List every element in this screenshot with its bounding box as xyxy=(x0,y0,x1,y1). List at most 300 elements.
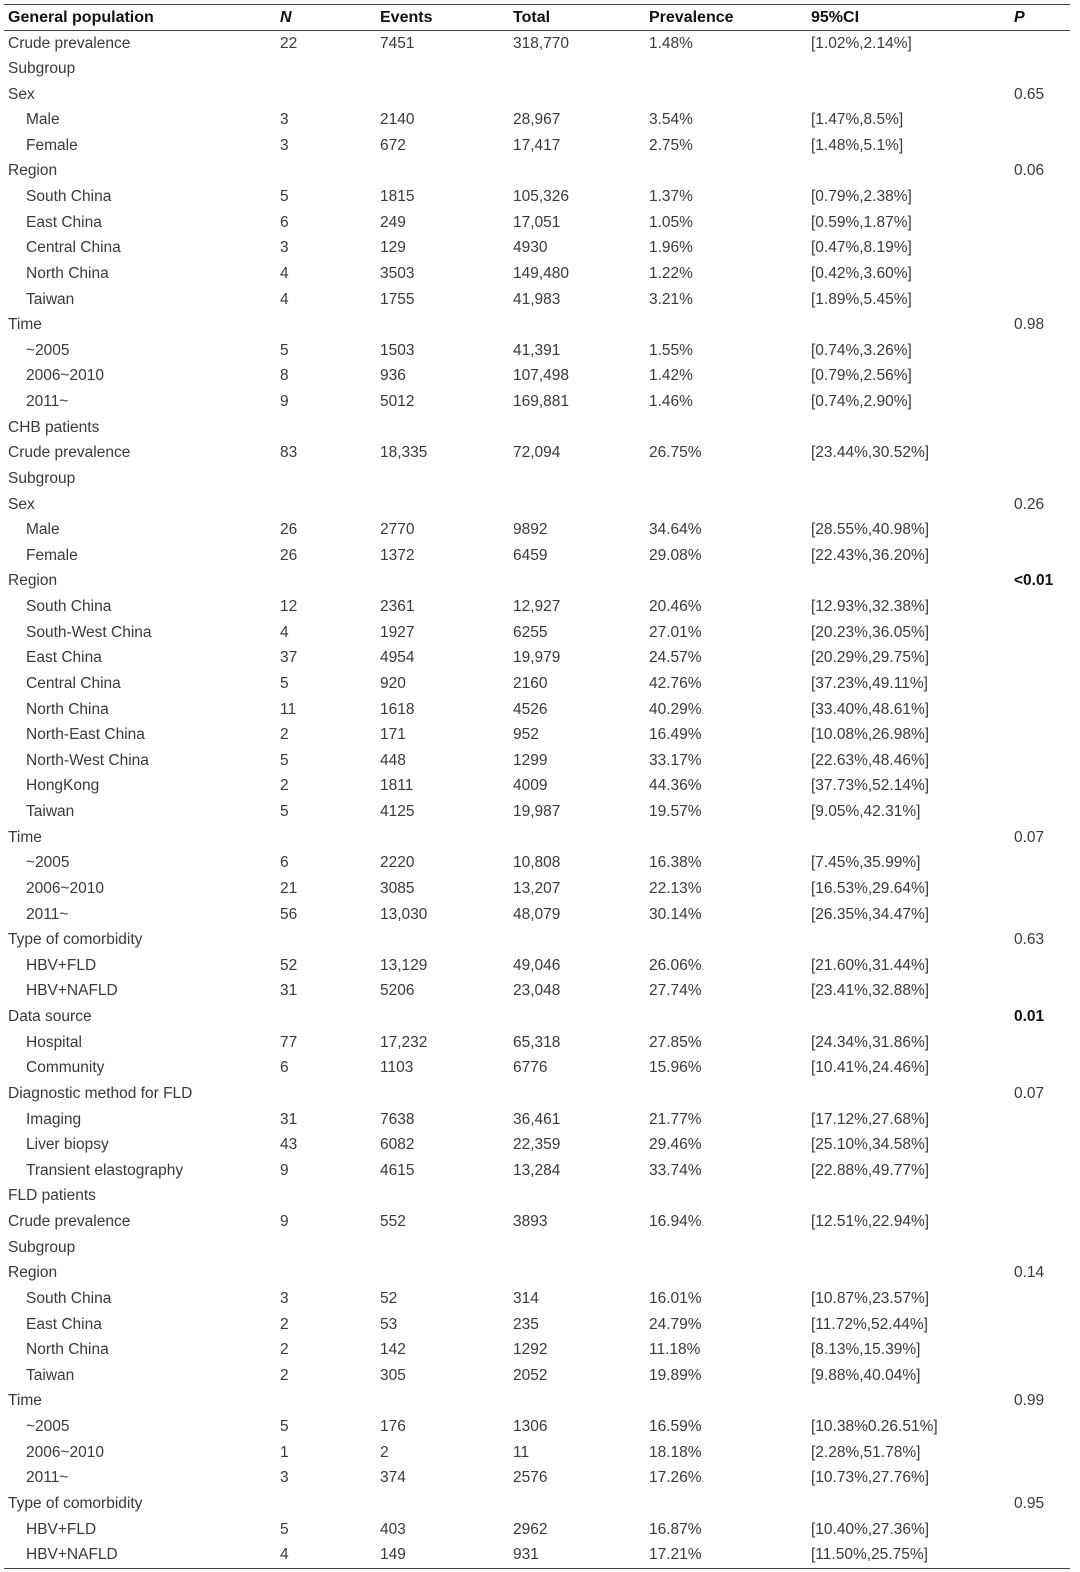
cell-prevalence xyxy=(645,1389,807,1415)
cell-events xyxy=(376,82,509,108)
cell-p xyxy=(1010,902,1070,928)
table-row xyxy=(4,1312,1070,1338)
cell-prevalence: 33.17% xyxy=(649,751,702,769)
cell-total: 1292 xyxy=(513,1341,548,1359)
cell-n xyxy=(276,1184,376,1210)
cell-events xyxy=(376,1491,509,1517)
row-label: Subgroup xyxy=(8,1238,76,1256)
cell-total: 4009 xyxy=(513,777,548,795)
cell-n: 2 xyxy=(280,1366,289,1384)
row-label: South China xyxy=(26,1289,112,1307)
cell-n xyxy=(276,312,376,338)
cell-total: 11 xyxy=(513,1443,530,1461)
cell-total: 6776 xyxy=(513,1059,548,1077)
table-row xyxy=(4,236,1070,262)
cell-ci xyxy=(807,466,1010,492)
cell-p xyxy=(1010,133,1070,159)
cell-p xyxy=(1010,1286,1070,1312)
cell-events: 7638 xyxy=(380,1110,415,1128)
cell-total: 1306 xyxy=(513,1418,548,1436)
cell-total: 19,987 xyxy=(513,803,561,821)
table-row xyxy=(4,1030,1070,1056)
cell-p xyxy=(1010,1517,1070,1543)
cell-p xyxy=(1010,441,1070,467)
cell-events: 1811 xyxy=(380,777,414,795)
cell-p: 0.14 xyxy=(1014,1264,1045,1282)
cell-events xyxy=(376,1081,509,1107)
cell-total: 2052 xyxy=(513,1366,548,1384)
cell-n: 3 xyxy=(280,239,289,257)
table-row xyxy=(4,620,1070,646)
cell-ci xyxy=(807,569,1010,595)
cell-p: 0.07 xyxy=(1014,1084,1045,1102)
cell-prevalence xyxy=(645,1235,807,1261)
header-events: Events xyxy=(376,5,509,31)
cell-ci: [37.73%,52.14%] xyxy=(811,777,930,795)
cell-events: 1372 xyxy=(380,546,415,564)
cell-total xyxy=(509,569,645,595)
cell-prevalence: 16.01% xyxy=(649,1289,702,1307)
cell-n xyxy=(276,569,376,595)
cell-p xyxy=(1010,415,1070,441)
row-label: South-West China xyxy=(26,623,152,641)
cell-n: 5 xyxy=(280,1418,289,1436)
cell-prevalence xyxy=(645,82,807,108)
cell-prevalence: 3.21% xyxy=(649,290,693,308)
cell-ci: [22.63%,48.46%] xyxy=(811,751,930,769)
row-label: Subgroup xyxy=(8,59,76,77)
table-row xyxy=(4,159,1070,185)
row-label: Hospital xyxy=(26,1033,82,1051)
table-row xyxy=(4,1261,1070,1287)
cell-events: 3085 xyxy=(380,879,415,897)
row-label: Female xyxy=(26,136,78,154)
table-row xyxy=(4,927,1070,953)
row-label: North China xyxy=(26,264,109,282)
row-label: Subgroup xyxy=(8,469,76,487)
cell-prevalence: 16.59% xyxy=(649,1418,702,1436)
cell-prevalence: 27.01% xyxy=(649,623,702,641)
table-row xyxy=(4,671,1070,697)
cell-prevalence: 17.26% xyxy=(649,1469,702,1487)
cell-prevalence xyxy=(645,312,807,338)
cell-prevalence: 1.37% xyxy=(649,188,693,206)
row-label: Type of comorbidity xyxy=(8,931,143,949)
cell-prevalence: 22.13% xyxy=(649,879,702,897)
cell-prevalence: 16.49% xyxy=(649,726,702,744)
cell-prevalence xyxy=(645,1081,807,1107)
cell-prevalence xyxy=(645,1491,807,1517)
table-row xyxy=(4,569,1070,595)
table-row xyxy=(4,492,1070,518)
cell-p: 0.06 xyxy=(1014,162,1045,180)
cell-n: 31 xyxy=(280,982,298,1000)
cell-total xyxy=(509,927,645,953)
cell-p xyxy=(1010,210,1070,236)
table-row xyxy=(4,1389,1070,1415)
table-row xyxy=(4,517,1070,543)
cell-n: 2 xyxy=(280,1315,289,1333)
table-row xyxy=(4,851,1070,877)
cell-p xyxy=(1010,1209,1070,1235)
cell-ci: [7.45%,35.99%] xyxy=(811,854,921,872)
cell-ci: [8.13%,15.39%] xyxy=(811,1341,921,1359)
cell-prevalence: 34.64% xyxy=(649,521,702,539)
cell-p xyxy=(1010,646,1070,672)
cell-events: 4125 xyxy=(380,803,415,821)
cell-n xyxy=(276,825,376,851)
cell-ci: [10.73%,27.76%] xyxy=(811,1469,930,1487)
cell-prevalence: 1.05% xyxy=(649,213,693,231)
cell-n: 21 xyxy=(280,879,298,897)
cell-p xyxy=(1010,697,1070,723)
cell-ci: [0.59%,1.87%] xyxy=(811,213,912,231)
cell-prevalence: 24.57% xyxy=(649,649,702,667)
cell-events: 13,129 xyxy=(380,956,428,974)
cell-n xyxy=(276,1081,376,1107)
cell-p xyxy=(1010,594,1070,620)
cell-ci: [2.28%,51.78%] xyxy=(811,1443,921,1461)
cell-ci: [1.89%,5.45%] xyxy=(811,290,912,308)
table-row xyxy=(4,441,1070,467)
cell-ci: [33.40%,48.61%] xyxy=(811,700,930,718)
cell-p: 0.07 xyxy=(1014,828,1045,846)
cell-ci: [0.47%,8.19%] xyxy=(811,239,912,257)
cell-events: 52 xyxy=(380,1289,398,1307)
cell-ci: [12.93%,32.38%] xyxy=(811,598,930,616)
cell-ci: [23.41%,32.88%] xyxy=(811,982,930,1000)
cell-total: 9892 xyxy=(513,521,548,539)
cell-n: 56 xyxy=(280,905,298,923)
cell-ci: [1.02%,2.14%] xyxy=(811,34,912,52)
header-ci: 95%CI xyxy=(807,5,1010,31)
cell-ci xyxy=(807,1261,1010,1287)
cell-n: 4 xyxy=(280,264,289,282)
cell-n xyxy=(276,415,376,441)
row-label: Liver biopsy xyxy=(26,1136,109,1154)
cell-n: 22 xyxy=(280,34,298,52)
table-row xyxy=(4,1056,1070,1082)
cell-total: 28,967 xyxy=(513,111,561,129)
cell-p xyxy=(1010,1440,1070,1466)
cell-n xyxy=(276,56,376,82)
cell-total: 22,359 xyxy=(513,1136,561,1154)
cell-p xyxy=(1010,1107,1070,1133)
cell-n: 83 xyxy=(280,444,298,462)
cell-total: 41,983 xyxy=(513,290,561,308)
cell-total: 13,207 xyxy=(513,879,561,897)
cell-events: 4615 xyxy=(380,1161,415,1179)
cell-n: 6 xyxy=(280,213,289,231)
table-row xyxy=(4,312,1070,338)
cell-n: 52 xyxy=(280,956,298,974)
cell-p xyxy=(1010,671,1070,697)
cell-total: 1299 xyxy=(513,751,548,769)
row-label: Central China xyxy=(26,239,121,257)
cell-events: 403 xyxy=(380,1520,406,1538)
cell-ci: [0.79%,2.56%] xyxy=(811,367,912,385)
row-label: FLD patients xyxy=(8,1187,96,1205)
row-label: Sex xyxy=(8,495,35,513)
cell-total: 48,079 xyxy=(513,905,561,923)
cell-n: 6 xyxy=(280,854,289,872)
header-p: P xyxy=(1010,5,1070,31)
table-row xyxy=(4,646,1070,672)
row-label: Time xyxy=(8,316,42,334)
row-label: Female xyxy=(26,546,78,564)
cell-prevalence xyxy=(645,1004,807,1030)
table-row xyxy=(4,979,1070,1005)
cell-n: 2 xyxy=(280,777,289,795)
cell-events: 1503 xyxy=(380,341,415,359)
cell-events xyxy=(376,492,509,518)
cell-ci: [12.51%,22.94%] xyxy=(811,1213,930,1231)
cell-prevalence: 16.94% xyxy=(649,1213,702,1231)
cell-total: 72,094 xyxy=(513,444,561,462)
table-row xyxy=(4,1132,1070,1158)
header-group: General population xyxy=(4,5,276,31)
row-label: HBV+NAFLD xyxy=(4,1542,276,1568)
cell-n: 4 xyxy=(280,623,289,641)
cell-prevalence xyxy=(645,492,807,518)
row-label: 2011~ xyxy=(26,1469,69,1487)
cell-events: 13,030 xyxy=(380,905,428,923)
cell-total xyxy=(509,415,645,441)
cell-prevalence: 16.87% xyxy=(649,1520,702,1538)
cell-events xyxy=(376,56,509,82)
cell-ci: [11.72%,52.44%] xyxy=(811,1315,928,1333)
cell-total: 41,391 xyxy=(513,341,561,359)
cell-p xyxy=(1010,1337,1070,1363)
cell-total: 105,326 xyxy=(513,188,570,206)
cell-ci: [1.47%,8.5%] xyxy=(811,111,904,129)
cell-events: 5206 xyxy=(380,982,415,1000)
cell-p xyxy=(1010,338,1070,364)
cell-ci: [0.42%,3.60%] xyxy=(811,264,912,282)
cell-p xyxy=(1010,1466,1070,1492)
cell-p xyxy=(1010,287,1070,313)
cell-ci xyxy=(807,159,1010,185)
table-row xyxy=(4,184,1070,210)
cell-events: 305 xyxy=(380,1366,406,1384)
cell-events: 142 xyxy=(380,1341,406,1359)
cell-n xyxy=(276,492,376,518)
table-row xyxy=(4,31,1070,57)
cell-ci xyxy=(807,1004,1010,1030)
cell-n: 9 xyxy=(280,1161,289,1179)
cell-prevalence xyxy=(645,466,807,492)
cell-prevalence xyxy=(645,1184,807,1210)
cell-prevalence: 15.96% xyxy=(649,1059,702,1077)
cell-n: 5 xyxy=(280,188,289,206)
row-label: HBV+FLD xyxy=(26,1520,97,1538)
table-row xyxy=(4,210,1070,236)
cell-prevalence: 20.46% xyxy=(649,598,702,616)
cell-p xyxy=(1010,56,1070,82)
cell-ci: [26.35%,34.47%] xyxy=(811,905,930,923)
row-label: 2011~ xyxy=(26,905,69,923)
row-label: Region xyxy=(8,572,58,590)
cell-events: 171 xyxy=(380,726,406,744)
cell-n xyxy=(276,1491,376,1517)
cell-p xyxy=(1010,1363,1070,1389)
cell-events: 17,232 xyxy=(380,1033,428,1051)
cell-prevalence: 19.57% xyxy=(649,803,702,821)
row-label: North-East China xyxy=(26,726,145,744)
cell-prevalence: 1.55% xyxy=(649,341,693,359)
cell-ci xyxy=(807,1491,1010,1517)
row-label: Data source xyxy=(8,1008,92,1026)
cell-events: 249 xyxy=(380,213,406,231)
cell-n: 77 xyxy=(280,1033,298,1051)
cell-n: 37 xyxy=(280,649,298,667)
cell-ci: [0.74%,3.26%] xyxy=(811,341,912,359)
table-row xyxy=(4,1542,1070,1568)
cell-total: 6459 xyxy=(513,546,548,564)
cell-p: 0.01 xyxy=(1014,1008,1045,1026)
cell-total xyxy=(509,1235,645,1261)
cell-ci: [22.88%,49.77%] xyxy=(811,1161,930,1179)
table-row xyxy=(4,1440,1070,1466)
cell-n: 3 xyxy=(280,1289,289,1307)
cell-n: 5 xyxy=(280,674,289,692)
cell-ci: [11.50%,25.75%] xyxy=(807,1542,1010,1568)
cell-prevalence: 26.06% xyxy=(649,956,702,974)
table-row xyxy=(4,1184,1070,1210)
cell-ci: [9.05%,42.31%] xyxy=(811,803,921,821)
cell-p: 0.26 xyxy=(1014,495,1045,513)
cell-events xyxy=(376,1004,509,1030)
table-row xyxy=(4,287,1070,313)
cell-total: 23,048 xyxy=(513,982,561,1000)
cell-prevalence: 33.74% xyxy=(649,1161,702,1179)
cell-events: 149 xyxy=(376,1542,509,1568)
header-prevalence: Prevalence xyxy=(645,5,807,31)
cell-n: 12 xyxy=(280,598,298,616)
cell-events: 5012 xyxy=(380,393,415,411)
cell-n: 5 xyxy=(280,341,289,359)
cell-prevalence: 40.29% xyxy=(649,700,702,718)
cell-prevalence xyxy=(645,159,807,185)
cell-ci: [23.44%,30.52%] xyxy=(811,444,930,462)
cell-p xyxy=(1010,1542,1070,1568)
cell-ci: [0.74%,2.90%] xyxy=(811,393,912,411)
table-row xyxy=(4,1363,1070,1389)
cell-total: 6255 xyxy=(513,623,548,641)
row-label: CHB patients xyxy=(8,418,100,436)
cell-ci: [20.23%,36.05%] xyxy=(811,623,930,641)
cell-n: 6 xyxy=(280,1059,289,1077)
cell-prevalence: 29.08% xyxy=(649,546,702,564)
row-label: Crude prevalence xyxy=(8,34,131,52)
table-row xyxy=(4,774,1070,800)
cell-total: 107,498 xyxy=(513,367,570,385)
cell-n xyxy=(276,1389,376,1415)
table-row xyxy=(4,364,1070,390)
cell-prevalence: 26.75% xyxy=(649,444,702,462)
cell-total xyxy=(509,159,645,185)
cell-ci: [16.53%,29.64%] xyxy=(811,879,930,897)
cell-events xyxy=(376,1389,509,1415)
row-label: Taiwan xyxy=(26,1366,75,1384)
row-label: 2006~2010 xyxy=(26,879,105,897)
cell-ci xyxy=(807,492,1010,518)
cell-prevalence xyxy=(645,415,807,441)
cell-p xyxy=(1010,1132,1070,1158)
cell-prevalence: 24.79% xyxy=(649,1315,702,1333)
row-label: ~2005 xyxy=(26,1418,70,1436)
cell-total: 4930 xyxy=(513,239,548,257)
cell-n: 31 xyxy=(280,1110,298,1128)
table-row xyxy=(4,1158,1070,1184)
cell-events xyxy=(376,1235,509,1261)
cell-prevalence: 1.22% xyxy=(649,264,693,282)
cell-p xyxy=(1010,364,1070,390)
cell-p xyxy=(1010,184,1070,210)
cell-events: 53 xyxy=(380,1315,398,1333)
table-row xyxy=(4,1235,1070,1261)
cell-ci xyxy=(807,1184,1010,1210)
cell-ci: [10.38%0.26.51%] xyxy=(811,1418,938,1436)
row-label: South China xyxy=(26,188,112,206)
cell-n xyxy=(276,1261,376,1287)
cell-total: 12,927 xyxy=(513,598,561,616)
cell-n xyxy=(276,1235,376,1261)
cell-ci xyxy=(807,82,1010,108)
table-row xyxy=(4,466,1070,492)
cell-events: 448 xyxy=(380,751,406,769)
cell-total: 931 xyxy=(509,1542,645,1568)
cell-events xyxy=(376,1261,509,1287)
cell-p xyxy=(1010,543,1070,569)
cell-prevalence: 1.48% xyxy=(649,34,693,52)
cell-ci xyxy=(807,312,1010,338)
row-label: North-West China xyxy=(26,751,149,769)
cell-p xyxy=(1010,236,1070,262)
cell-total: 3893 xyxy=(513,1213,548,1231)
cell-total: 318,770 xyxy=(513,34,570,52)
row-label: Community xyxy=(26,1059,105,1077)
table-row xyxy=(4,594,1070,620)
cell-ci xyxy=(807,1081,1010,1107)
cell-n: 4 xyxy=(276,1542,376,1568)
cell-ci xyxy=(807,825,1010,851)
cell-p xyxy=(1010,1235,1070,1261)
prevalence-table xyxy=(4,4,1070,1569)
cell-ci: [24.34%,31.86%] xyxy=(811,1033,930,1051)
row-label: HongKong xyxy=(26,777,100,795)
cell-p: 0.98 xyxy=(1014,316,1045,334)
table-row xyxy=(4,543,1070,569)
cell-total xyxy=(509,825,645,851)
table-row xyxy=(4,825,1070,851)
cell-total: 19,979 xyxy=(513,649,561,667)
cell-n xyxy=(276,82,376,108)
cell-prevalence: 27.74% xyxy=(649,982,702,1000)
cell-total: 149,480 xyxy=(513,264,570,282)
cell-n xyxy=(276,1004,376,1030)
cell-total xyxy=(509,312,645,338)
cell-events: 672 xyxy=(380,136,406,154)
row-label: Male xyxy=(26,521,60,539)
cell-p xyxy=(1010,1056,1070,1082)
row-label: 2006~2010 xyxy=(26,1443,105,1461)
row-label: Transient elastography xyxy=(26,1161,184,1179)
cell-n: 5 xyxy=(280,803,289,821)
cell-total xyxy=(509,1389,645,1415)
cell-p xyxy=(1010,722,1070,748)
cell-p xyxy=(1010,799,1070,825)
